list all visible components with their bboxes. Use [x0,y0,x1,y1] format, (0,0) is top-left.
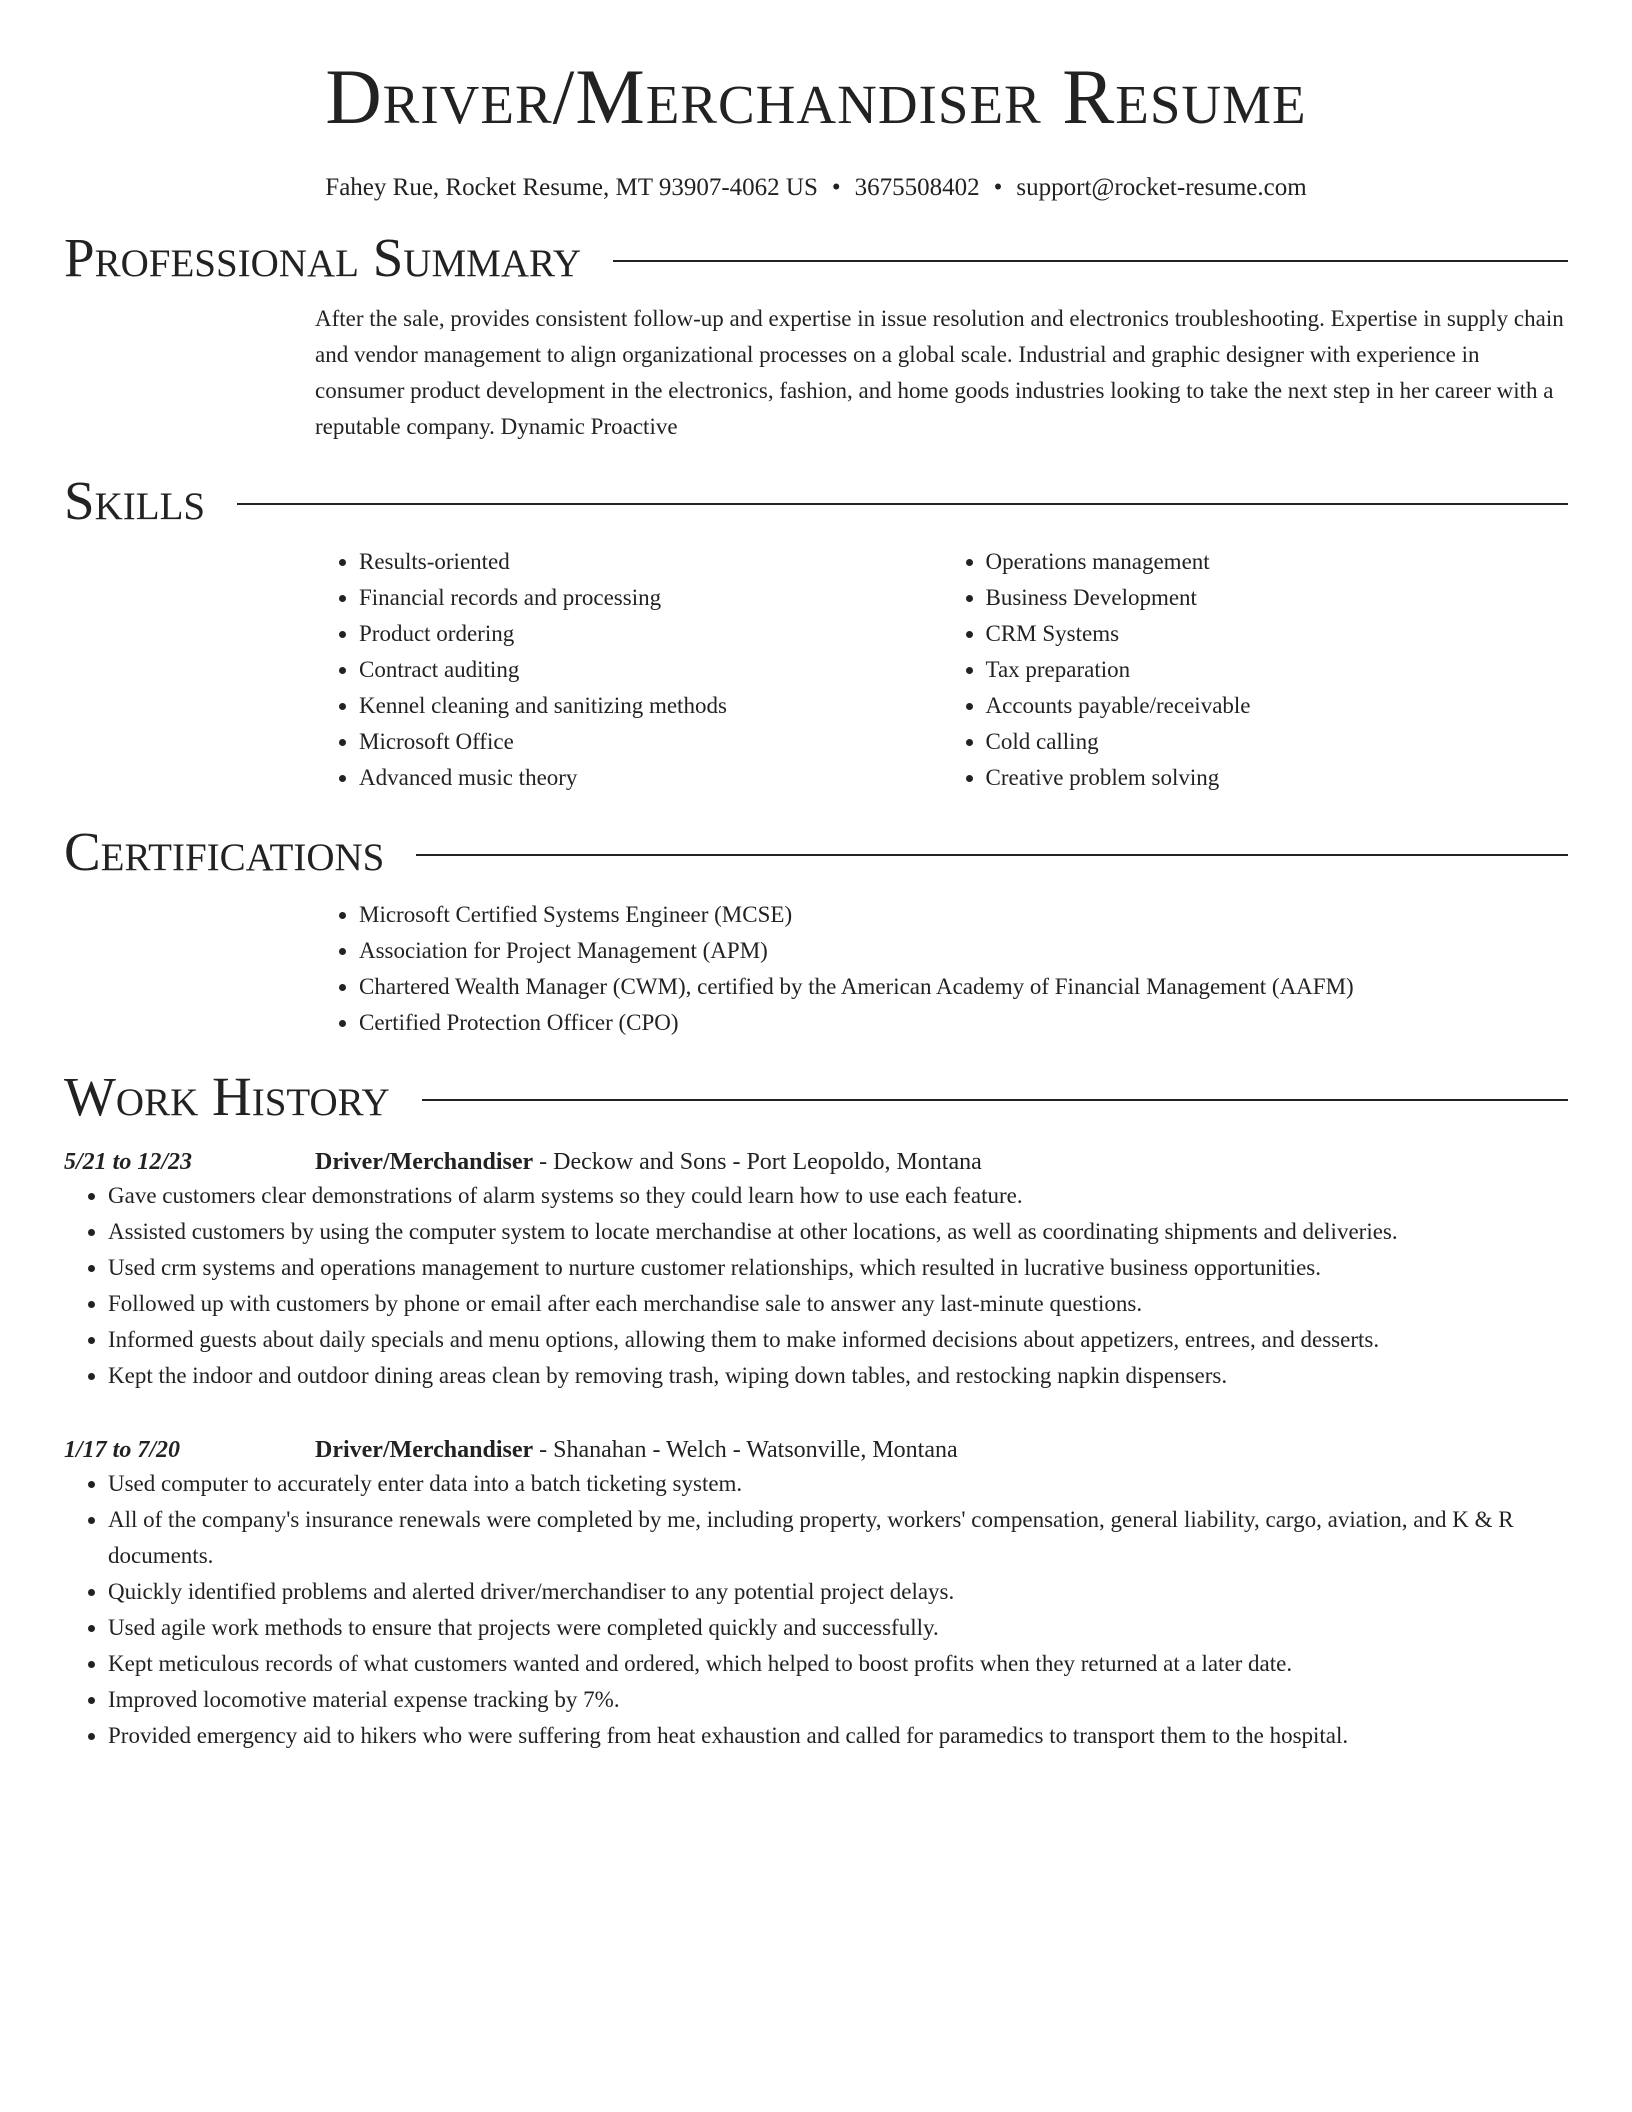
work-history-section-header [64,1066,1568,1127]
work-history-heading: Work History [64,1066,390,1127]
job-duty-item: • Used crm systems and operations management to nurture customer relationships, which resulted in lucrative business opportunities. [108,1250,1568,1286]
section-divider [416,854,1568,856]
job-duty-item: • Followed up with customers by phone or email after each merchandise sale to answer any last-minute questions. [108,1286,1568,1322]
skill-item: • Financial records and processing [359,580,942,616]
skills-section-header [64,470,1568,531]
skill-item: • Cold calling [986,724,1569,760]
certifications-list [315,897,1568,1041]
job-dates: 1/17 to 7/20 [64,1437,181,1463]
section-divider [237,503,1568,505]
resume-title: Driver/Merchandiser Resume [325,53,1307,140]
job-company: Deckow and Sons - Port Leopoldo, Montana [553,1149,982,1175]
skill-item: • Business Development [986,580,1569,616]
job-duty-item: • Used agile work methods to ensure that projects were completed quickly and successfully. [108,1610,1568,1646]
job-duty-item: • Used computer to accurately enter data into a batch ticketing system. [108,1466,1568,1502]
job-duty-item: • Gave customers clear demonstrations of alarm systems so they could learn how to use each feature. [108,1178,1568,1214]
job-heading-line: Driver/Merchandiser - Shanahan - Welch - Watsonville, Montana [315,1437,958,1463]
summary-heading: Professional Summary [64,227,582,288]
job-title: Driver/Merchandiser [315,1149,534,1175]
skills-heading: Skills [64,470,206,531]
job-header [64,1146,1568,1178]
certifications-heading: Certifications [64,821,385,882]
job-entry [64,1146,1568,1394]
skill-item: • Advanced music theory [359,760,942,796]
skill-item: • Microsoft Office [359,724,942,760]
section-divider [613,260,1568,262]
skill-item: • Contract auditing [359,652,942,688]
skills-list [315,544,1568,796]
summary-text: After the sale, provides consistent follow-up and expertise in issue resolution and electronics troubleshooting. Expertise in supply chain and vendor management to align organizational processes on a global scale. Industrial and graphic designer with experience in consumer product development in the electronics, fashion, and home goods industries looking to take the next step in her career with a reputable company. Dynamic Proactive [315,306,1564,439]
job-duty-item: • Kept the indoor and outdoor dining areas clean by removing trash, wiping down tables, and restocking napkin dispensers. [108,1358,1568,1394]
skill-item: • Results-oriented [359,544,942,580]
job-duty-item: • Informed guests about daily specials and menu options, allowing them to make informed decisions about appetizers, entrees, and desserts. [108,1322,1568,1358]
contact-separator: • [831,174,841,201]
job-duty-item: • Assisted customers by using the computer system to locate merchandise at other locations, as well as coordinating shipments and deliveries. [108,1214,1568,1250]
section-divider [422,1099,1568,1101]
contact-address: Fahey Rue, Rocket Resume, MT 93907-4062 US [325,174,818,201]
skill-item: • Accounts payable/receivable [986,688,1569,724]
job-dates: 5/21 to 12/23 [64,1149,193,1175]
skill-item: • Tax preparation [986,652,1569,688]
certification-item: • Chartered Wealth Manager (CWM), certified by the American Academy of Financial Management (AAFM) [359,969,1568,1005]
contact-line [64,174,1568,202]
job-duty-item: • Provided emergency aid to hikers who were suffering from heat exhaustion and called for paramedics to transport them to the hospital. [108,1718,1568,1754]
skills-column-left [315,544,942,796]
contact-separator: • [993,174,1003,201]
job-duty-item: • All of the company's insurance renewals were completed by me, including property, workers' compensation, general liability, cargo, aviation, and K & R documents. [108,1502,1568,1574]
skill-item: • Product ordering [359,616,942,652]
job-heading-line: Driver/Merchandiser - Deckow and Sons - Port Leopoldo, Montana [315,1149,982,1175]
job-header [64,1434,1568,1466]
job-entry [64,1434,1568,1754]
certification-item: • Microsoft Certified Systems Engineer (MCSE) [359,897,1568,933]
job-duty-item: • Quickly identified problems and alerted driver/merchandiser to any potential project delays. [108,1574,1568,1610]
certification-item: • Association for Project Management (APM) [359,933,1568,969]
job-duties [64,1178,1568,1394]
job-company: Shanahan - Welch - Watsonville, Montana [553,1437,958,1463]
skill-item: • Creative problem solving [986,760,1569,796]
job-duties [64,1466,1568,1754]
certifications-section-header [64,821,1568,882]
job-duty-item: • Kept meticulous records of what customers wanted and ordered, which helped to boost profits when they returned at a later date. [108,1646,1568,1682]
skill-item: • Operations management [986,544,1569,580]
skills-column-right [942,544,1569,796]
skill-item: • CRM Systems [986,616,1569,652]
certification-item: • Certified Protection Officer (CPO) [359,1005,1568,1041]
contact-email[interactable]: support@rocket-resume.com [1016,174,1307,201]
contact-phone[interactable]: 3675508402 [854,174,980,201]
job-duty-item: • Improved locomotive material expense tracking by 7%. [108,1682,1568,1718]
summary-section-header [64,227,1568,288]
job-title: Driver/Merchandiser [315,1437,534,1463]
skill-item: • Kennel cleaning and sanitizing methods [359,688,942,724]
